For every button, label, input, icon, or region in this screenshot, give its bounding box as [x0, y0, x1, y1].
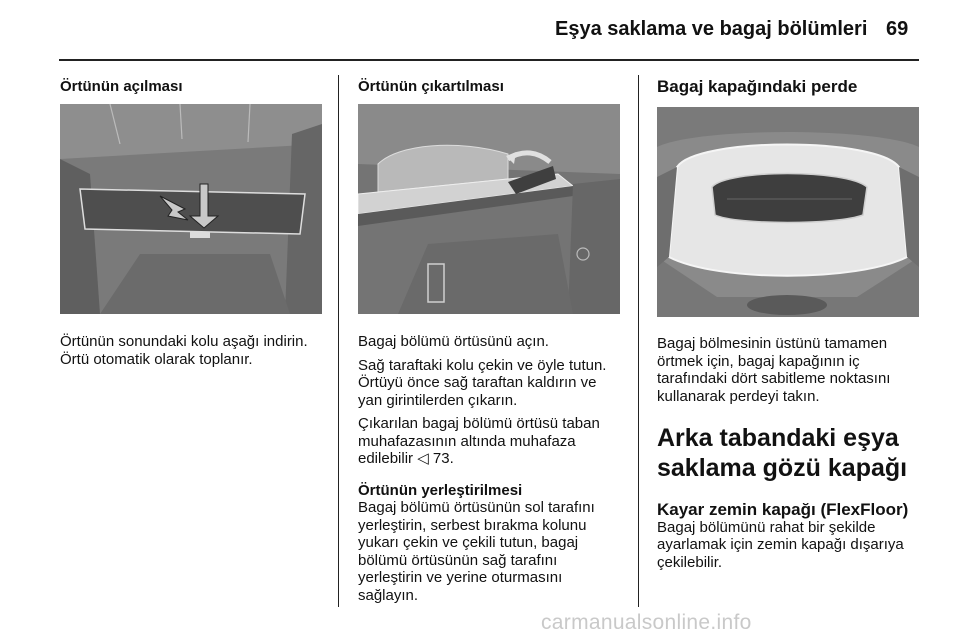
section-title-line-2: saklama gözü kapağı: [657, 454, 908, 482]
cover-removal-para-3-line-1: Çıkarılan bagaj bölümü örtüsü taban: [358, 415, 600, 432]
column-2-text: [358, 333, 632, 604]
page-title: Eşya saklama ve bagaj bölümleri: [555, 18, 868, 40]
section-heading-flexfloor: Kayar zemin kapağı (FlexFloor): [657, 500, 909, 519]
figure-cover-removal: [358, 104, 620, 314]
tailgate-curtain-para: [657, 335, 929, 405]
cover-open-line-2: Örtü otomatik olarak toplanır.: [60, 350, 253, 368]
section-title-line-1: Arka tabandaki eşya: [657, 424, 899, 452]
flexfloor-line-1: Bagaj bölümünü rahat bir şekilde: [657, 518, 876, 536]
section-heading-cover-install: Örtünün yerleştirilmesi: [358, 481, 523, 499]
section-title-rear-floor-storage: [657, 423, 929, 483]
cover-install-line-6: sağlayın.: [358, 586, 419, 604]
page-reference-link[interactable]: 73.: [432, 450, 454, 467]
tailgate-curtain-line-3: tarafındaki dört sabitleme noktasını: [657, 370, 891, 387]
cover-open-line-1: Örtünün sonundaki kolu aşağı indirin.: [60, 333, 308, 350]
cover-install-line-5: yerleştirin ve yerine oturmasını: [358, 569, 563, 586]
cover-removal-para-3-line-2: muhafazasının altında muhafaza: [358, 432, 576, 450]
tailgate-curtain-line-2: örtmek için, bagaj kapağının iç: [657, 352, 860, 370]
cover-removal-para-2-line-3: yan girintilerden çıkarın.: [358, 391, 518, 409]
figure-tailgate-curtain: [657, 107, 919, 317]
tailgate-curtain-line-1: Bagaj bölmesinin üstünü tamamen: [657, 335, 888, 352]
figure-cover-opening: [60, 104, 322, 314]
column-divider-1: [338, 75, 339, 607]
header-rule: [59, 59, 919, 61]
flexfloor-line-3: çekilebilir.: [657, 553, 723, 571]
section-heading-cover-removal: Örtünün çıkartılması: [358, 78, 504, 95]
column-1-text: [60, 333, 334, 368]
tailgate-curtain-line-4: kullanarak perdeyi takın.: [657, 387, 820, 405]
section-heading-cover-open: Örtünün açılması: [60, 78, 183, 95]
column-3-heading: [657, 78, 929, 96]
page-number: 69: [886, 18, 909, 40]
column-divider-2: [638, 75, 639, 607]
page-reference-arrow-icon: ◁: [417, 450, 429, 467]
cover-removal-para-2: [358, 357, 632, 410]
cover-install-line-3: yukarı çekin ve çekili tutun, bagaj: [358, 534, 579, 551]
flexfloor-line-2: ayarlamak için zemin kapağı dışarıya: [657, 536, 904, 553]
cover-removal-para-3-line-3: edilebilir: [358, 450, 414, 467]
cover-install-line-1: Bagaj bölümü örtüsünün sol tarafını: [358, 499, 595, 516]
cover-removal-para-2-line-1: Sağ taraftaki kolu çekin ve öyle tutun.: [358, 356, 607, 374]
cover-removal-para-2-line-2: Örtüyü önce sağ taraftan kaldırın ve: [358, 374, 597, 391]
column-3-text: [657, 335, 929, 571]
cover-removal-para-3: [358, 415, 632, 468]
watermark: carmanualsonline.info: [541, 611, 752, 634]
section-heading-tailgate-curtain: Bagaj kapağındaki perde: [657, 77, 858, 96]
page-header: [0, 0, 960, 60]
column-1: [60, 78, 332, 96]
cover-install-line-2: yerleştirin, serbest bırakma kolunu: [358, 516, 587, 534]
cover-removal-para-1: Bagaj bölümü örtüsünü açın.: [358, 333, 549, 350]
cover-install-line-4: bölümü örtüsünün sağ tarafını: [358, 551, 558, 569]
column-2-heading: [358, 78, 630, 96]
